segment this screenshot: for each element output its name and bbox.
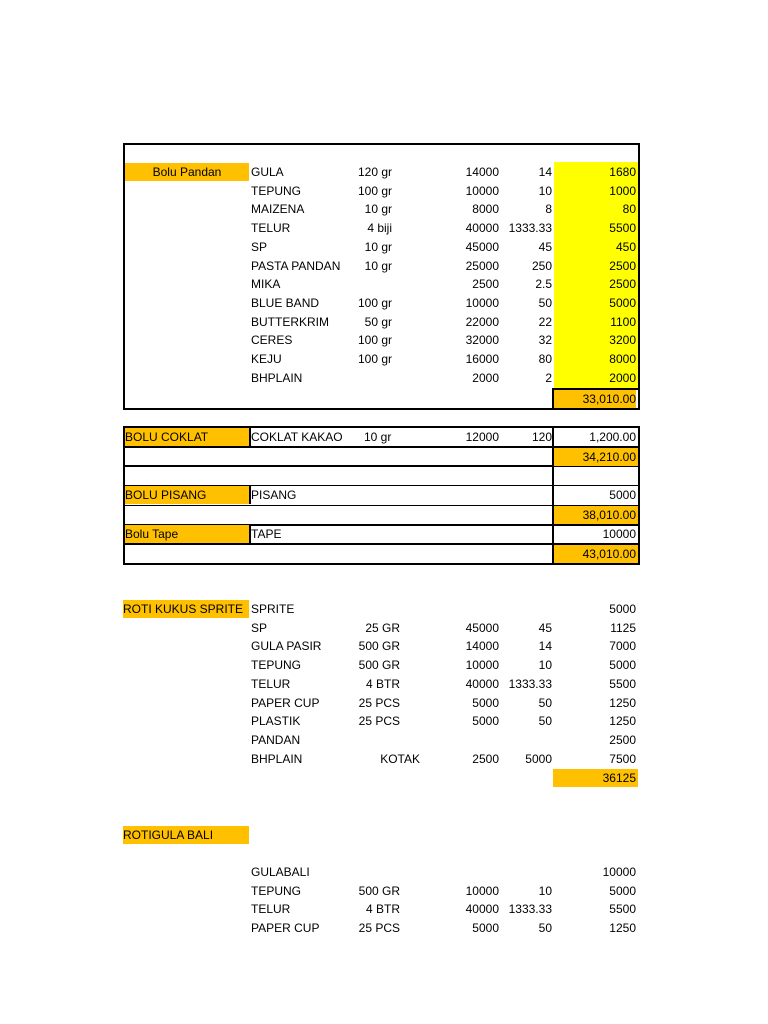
item-name: TELUR xyxy=(251,902,291,917)
item-unit: 14 xyxy=(538,639,552,654)
item-unit: 2 xyxy=(545,370,552,385)
bolu-pandan-title: Bolu Pandan xyxy=(125,163,249,181)
item-qty: 10 gr xyxy=(364,258,392,273)
bolu-coklat-title: BOLU COKLAT xyxy=(125,428,249,446)
item-unit: 32 xyxy=(538,333,552,348)
item-name: BHPLAIN xyxy=(251,370,303,385)
bolu-tape-total: 43,010.00 xyxy=(554,545,638,563)
item-qty xyxy=(340,369,392,387)
item-price: 14000 xyxy=(465,639,499,654)
item-row xyxy=(0,675,768,693)
bolu-pandan-total: 33,010.00 xyxy=(554,390,636,408)
item-price: 32000 xyxy=(465,333,499,348)
item-unit xyxy=(500,863,552,881)
item-name: MIKA xyxy=(251,277,281,292)
item-unit: 5000 xyxy=(525,751,552,766)
item-cost: 2500 xyxy=(609,732,636,747)
item-cost: 2500 xyxy=(609,258,636,273)
roti-kukus-title: ROTI KUKUS SPRITE xyxy=(123,600,249,618)
item-unit: 45 xyxy=(538,620,552,635)
item-name: PASTA PANDAN xyxy=(251,258,341,273)
item-unit: 1333.33 xyxy=(508,902,552,917)
item-price: 5000 xyxy=(472,695,499,710)
item-qty: 120 gr xyxy=(357,165,392,179)
item-name: KEJU xyxy=(251,352,282,366)
item-unit: 22 xyxy=(538,314,552,329)
item-name: PANDAN xyxy=(251,732,301,747)
item-price: 14000 xyxy=(465,165,499,179)
item-unit: 50 xyxy=(538,695,552,710)
item-qty: 500 GR xyxy=(358,639,400,654)
item-price xyxy=(440,731,499,749)
item-row xyxy=(0,919,768,937)
item-unit: 10 xyxy=(538,183,552,198)
item-qty: 100 gr xyxy=(357,333,392,348)
item-qty: 25 GR xyxy=(365,620,400,635)
item-row xyxy=(0,294,768,312)
roti-kukus-total: 36125 xyxy=(553,769,638,787)
item-name: SP xyxy=(251,620,268,635)
item-row xyxy=(0,863,768,881)
item-unit: 1333.33 xyxy=(508,676,552,691)
item-qty: 4 biji xyxy=(367,221,392,236)
roti-gula-bali-title: ROTIGULA BALI xyxy=(123,826,249,844)
item-cost: 1250 xyxy=(609,714,636,729)
item-name: BHPLAIN xyxy=(251,751,303,766)
item-cost: 5000 xyxy=(609,602,636,616)
item-cost: 1125 xyxy=(610,620,636,635)
item-row xyxy=(0,712,768,730)
item-price: 8000 xyxy=(472,202,499,217)
item-name: SP xyxy=(251,239,268,254)
item-name: BUTTERKRIM xyxy=(251,314,329,329)
item-cost: 2500 xyxy=(609,277,636,292)
item-unit: 50 xyxy=(538,295,552,310)
item-row xyxy=(0,350,768,368)
item-qty: 100 gr xyxy=(357,295,392,310)
item-unit: 10 xyxy=(538,658,552,673)
item-cost: 450 xyxy=(615,239,636,254)
item-row xyxy=(0,694,768,712)
item-cost: 7500 xyxy=(609,751,636,766)
item-unit: 2.5 xyxy=(535,277,552,292)
item-qty: 25 PCS xyxy=(358,695,400,710)
item-unit: 45 xyxy=(538,239,552,254)
item-qty: 25 PCS xyxy=(358,921,400,936)
item-price: 22000 xyxy=(465,314,499,329)
item-unit: 1333.33 xyxy=(508,221,552,236)
item-cost: 1680 xyxy=(609,165,636,179)
item-qty xyxy=(350,600,400,618)
item-price: 40000 xyxy=(465,676,499,691)
bolu-pisang-item-name: PISANG xyxy=(251,488,297,502)
item-qty: 25 PCS xyxy=(358,714,400,729)
bolu-tape-item-name: TAPE xyxy=(251,527,282,541)
item-qty: 100 gr xyxy=(357,183,392,198)
item-row xyxy=(0,257,768,275)
item-cost: 8000 xyxy=(609,352,636,366)
item-qty: 500 GR xyxy=(358,658,400,673)
item-name: TELUR xyxy=(251,221,291,236)
item-name: MAIZENA xyxy=(251,202,305,217)
item-unit: 14 xyxy=(538,165,552,179)
item-cost: 1000 xyxy=(609,183,636,198)
item-row xyxy=(0,600,768,618)
bolu-pisang-total: 38,010.00 xyxy=(554,506,638,524)
item-cost: 80 xyxy=(622,202,636,217)
item-name: PAPER CUP xyxy=(251,695,320,710)
item-row xyxy=(0,900,768,918)
item-qty xyxy=(350,731,400,749)
bolu-coklat-item-name: COKLAT KAKAO xyxy=(251,430,343,444)
item-cost: 10000 xyxy=(602,865,636,879)
item-unit: 10 xyxy=(538,883,552,898)
item-row xyxy=(0,275,768,293)
item-price: 5000 xyxy=(472,921,499,936)
item-row xyxy=(0,731,768,749)
bolu-coklat-total: 34,210.00 xyxy=(554,448,638,466)
item-unit: 250 xyxy=(531,258,552,273)
item-cost: 5500 xyxy=(609,676,636,691)
item-price: 2500 xyxy=(472,277,499,292)
item-price: 5000 xyxy=(472,714,499,729)
item-cost: 5500 xyxy=(609,221,636,236)
item-row xyxy=(0,882,768,900)
item-name: BLUE BAND xyxy=(251,295,320,310)
item-name: SPRITE xyxy=(251,602,295,616)
item-price: 40000 xyxy=(465,221,499,236)
item-name: TELUR xyxy=(251,676,291,691)
item-cost: 5000 xyxy=(609,295,636,310)
item-price: 45000 xyxy=(465,239,499,254)
item-name: TEPUNG xyxy=(251,883,302,898)
item-price: 16000 xyxy=(465,352,499,366)
item-cost: 5500 xyxy=(609,902,636,917)
item-price: 45000 xyxy=(465,620,499,635)
item-row xyxy=(0,200,768,218)
item-row xyxy=(0,619,768,637)
item-cost: 2000 xyxy=(609,370,636,385)
item-qty: 100 gr xyxy=(357,352,392,366)
item-qty: KOTAK xyxy=(380,751,420,766)
item-row xyxy=(0,637,768,655)
item-price: 40000 xyxy=(465,902,499,917)
item-row xyxy=(0,369,768,387)
bolu-coklat-item-price: 12000 xyxy=(465,430,499,444)
item-row xyxy=(0,331,768,349)
item-cost: 1100 xyxy=(610,314,636,329)
item-price: 10000 xyxy=(465,295,499,310)
bolu-coklat-item-unit: 120 xyxy=(531,430,552,444)
item-name: GULA PASIR xyxy=(251,639,322,654)
item-name: TEPUNG xyxy=(251,658,302,673)
bolu-tape-title: Bolu Tape xyxy=(125,525,249,543)
item-unit: 50 xyxy=(538,921,552,936)
item-unit xyxy=(500,600,552,618)
bolu-pisang-item-cost: 5000 xyxy=(609,488,636,502)
item-name: GULABALI xyxy=(251,865,310,879)
item-cost: 1250 xyxy=(609,695,636,710)
item-cost: 5000 xyxy=(609,883,636,898)
item-qty xyxy=(350,863,400,881)
item-row xyxy=(0,313,768,331)
bolu-tape-item-cost: 10000 xyxy=(602,527,636,541)
item-name: TEPUNG xyxy=(251,183,302,198)
bolu-coklat-item-cost: 1,200.00 xyxy=(589,430,636,444)
item-row xyxy=(0,238,768,256)
item-unit: 80 xyxy=(538,352,552,366)
item-row xyxy=(0,163,768,181)
item-price xyxy=(440,600,499,618)
item-price: 2500 xyxy=(472,751,499,766)
item-price: 2000 xyxy=(472,370,499,385)
item-name: PLASTIK xyxy=(251,714,301,729)
item-row xyxy=(0,219,768,237)
item-qty: 4 BTR xyxy=(365,902,400,917)
item-row xyxy=(0,656,768,674)
item-qty: 10 gr xyxy=(364,239,392,254)
item-name: PAPER CUP xyxy=(251,921,320,936)
item-qty: 50 gr xyxy=(364,314,392,329)
item-price xyxy=(440,863,499,881)
item-cost: 3200 xyxy=(609,333,636,348)
item-qty: 4 BTR xyxy=(365,676,400,691)
item-unit: 8 xyxy=(545,202,552,217)
item-name: CERES xyxy=(251,333,293,348)
item-name: GULA xyxy=(251,165,284,179)
item-row xyxy=(0,750,768,768)
item-price: 10000 xyxy=(465,183,499,198)
item-cost: 7000 xyxy=(609,639,636,654)
item-row xyxy=(0,182,768,200)
item-price: 10000 xyxy=(465,658,499,673)
item-cost: 1250 xyxy=(609,921,636,936)
item-qty: 10 gr xyxy=(364,202,392,217)
item-price: 25000 xyxy=(465,258,499,273)
bolu-coklat-item-qty: 10 gr xyxy=(364,430,392,444)
item-cost: 5000 xyxy=(609,658,636,673)
item-unit xyxy=(500,731,552,749)
bolu-pisang-title: BOLU PISANG xyxy=(125,486,249,504)
item-unit: 50 xyxy=(538,714,552,729)
item-qty xyxy=(340,275,392,293)
item-qty: 500 GR xyxy=(358,883,400,898)
item-price: 10000 xyxy=(465,883,499,898)
